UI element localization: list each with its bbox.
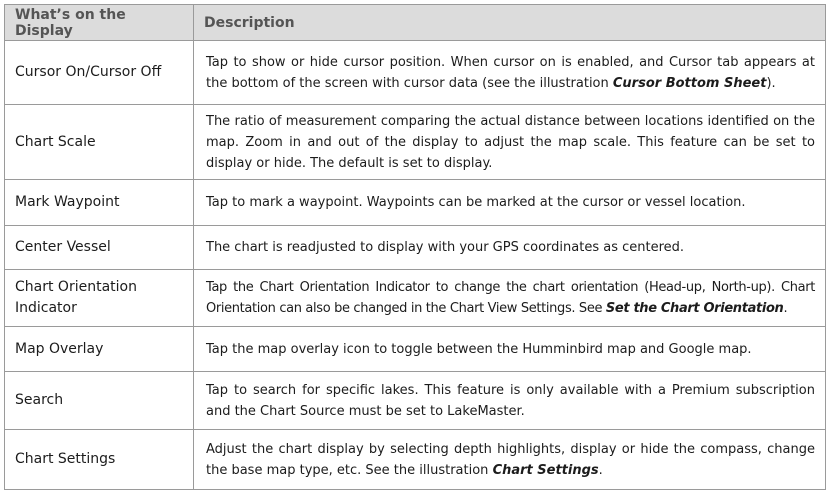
- table-row: [5, 430, 826, 490]
- table-row: [5, 41, 826, 105]
- row-item-label: Cursor On/Cursor Off: [5, 41, 194, 105]
- description-text-end: .: [783, 301, 788, 316]
- description-text: Tap the Chart Orientation Indicator to change the chart orientation (Head-up, North-up). Chart Orientation can also be changed in the Chart View Settings. See: [206, 280, 815, 316]
- table-row: [5, 180, 826, 226]
- row-item-label: Chart Scale: [5, 105, 194, 180]
- row-item-label: Mark Waypoint: [5, 180, 194, 226]
- row-description: [194, 41, 826, 105]
- table-header-row: [5, 5, 826, 41]
- illustration-reference: Set the Chart Orientation: [605, 301, 784, 316]
- description-text-end: ).: [766, 75, 776, 91]
- row-item-label: Search: [5, 372, 194, 430]
- header-description: Description: [194, 5, 826, 41]
- description-text: Tap to mark a waypoint. Waypoints can be marked at the cursor or vessel location.: [206, 195, 746, 210]
- row-description: [194, 180, 826, 226]
- row-description: [194, 430, 826, 490]
- row-item-label: Center Vessel: [5, 226, 194, 270]
- description-text: Tap to show or hide cursor position. When cursor on is enabled, and Cursor tab appears at the bottom of the screen with cursor data (see the illustration: [206, 54, 815, 91]
- table-row: [5, 105, 826, 180]
- table-row: [5, 327, 826, 372]
- row-description: [194, 372, 826, 430]
- illustration-reference: Cursor Bottom Sheet: [612, 75, 767, 91]
- table-row: [5, 226, 826, 270]
- row-item-label: Map Overlay: [5, 327, 194, 372]
- table-row: [5, 372, 826, 430]
- description-text: Tap to search for specific lakes. This feature is only available with a Premium subscription and the Chart Source must be set to LakeMaster.: [206, 382, 815, 419]
- illustration-reference: Chart Settings: [492, 462, 599, 478]
- table-row: [5, 270, 826, 327]
- description-text: Tap the map overlay icon to toggle between the Humminbird map and Google map.: [206, 341, 752, 357]
- row-item-label: Chart Settings: [5, 430, 194, 490]
- row-description: [194, 270, 826, 327]
- description-text-end: .: [598, 462, 603, 478]
- display-items-table: [4, 4, 826, 490]
- row-item-label: Chart Orientation Indicator: [5, 270, 194, 327]
- row-description: [194, 327, 826, 372]
- header-item: What’s on the Display: [5, 5, 194, 41]
- description-text: Adjust the chart display by selecting depth highlights, display or hide the compass, change the base map type, etc. See the illustration: [206, 441, 815, 478]
- row-description: [194, 226, 826, 270]
- description-text: The chart is readjusted to display with your GPS coordinates as centered.: [206, 240, 685, 255]
- description-text: The ratio of measurement comparing the actual distance between locations identified on the map. Zoom in and out of the display to adjust the map scale. This feature can be set to display or hide. The default is set to display.: [206, 113, 815, 171]
- row-description: [194, 105, 826, 180]
